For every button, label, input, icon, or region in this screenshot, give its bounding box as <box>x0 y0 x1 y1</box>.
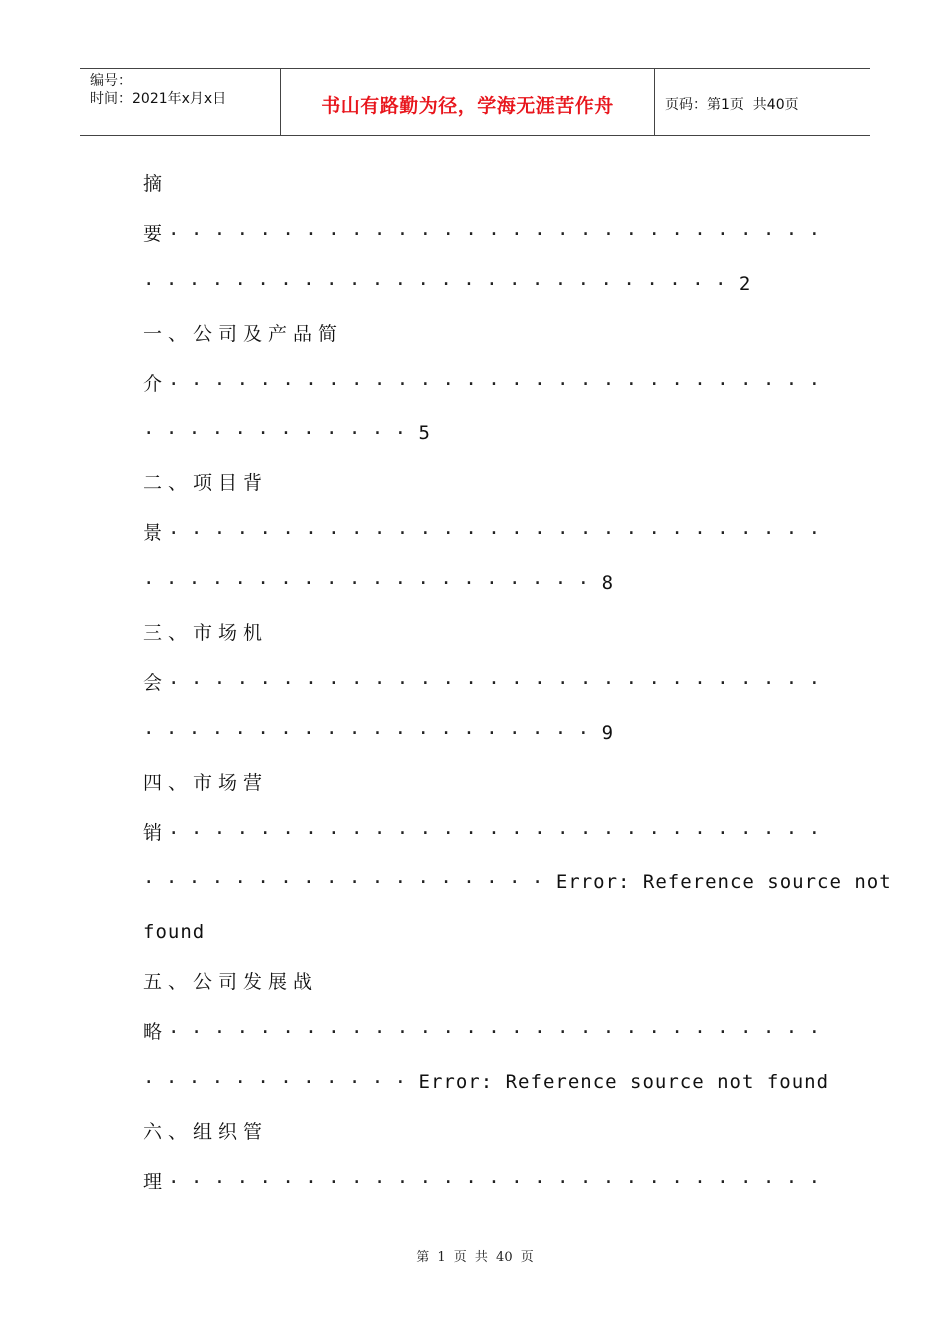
toc-page-number: Error: Reference source not found <box>406 1071 830 1094</box>
toc-page-number: found <box>143 921 206 944</box>
toc-entry-title: 介 <box>143 372 169 395</box>
toc-page-number: 9 <box>589 721 615 744</box>
toc-page-number: 8 <box>589 572 615 595</box>
toc-page-number: 5 <box>406 422 431 445</box>
toc-line[interactable] <box>143 459 803 509</box>
table-of-contents <box>143 160 892 1208</box>
toc-line[interactable] <box>143 908 803 958</box>
toc-line[interactable] <box>143 1008 821 1058</box>
toc-leader-dots: · · · · · · · · · · · · · · · · · · · · · · · · · · · · · <box>168 222 821 245</box>
toc-entry-title: 六、组织管 <box>143 1120 269 1143</box>
toc-leader-dots: · · · · · · · · · · · · · · · · · · · · <box>143 721 590 744</box>
toc-line[interactable] <box>143 160 803 210</box>
toc-line[interactable] <box>143 958 803 1008</box>
toc-line[interactable] <box>143 559 803 609</box>
header-page-info: 页码：第1页 共40页 <box>665 97 799 113</box>
toc-line[interactable] <box>143 709 803 759</box>
toc-leader-dots: · · · · · · · · · · · · · · · · · · · · · · · · · · · · · <box>168 372 821 395</box>
document-header <box>80 68 870 136</box>
toc-line[interactable] <box>143 210 821 260</box>
toc-line[interactable] <box>143 360 821 410</box>
toc-entry-title: 四、市场营 <box>143 771 269 794</box>
toc-entry-title: 会 <box>143 671 169 694</box>
toc-leader-dots: · · · · · · · · · · · · <box>143 1071 407 1094</box>
toc-leader-dots: · · · · · · · · · · · · · · · · · · · · · · · · · · · · · <box>168 821 821 844</box>
toc-entry-title: 理 <box>143 1170 169 1193</box>
toc-page-number: Error: Reference source not <box>543 871 892 894</box>
toc-entry-title: 摘 <box>143 173 169 195</box>
toc-leader-dots: · · · · · · · · · · · · · · · · · · <box>143 871 544 894</box>
toc-entry-title: 景 <box>143 522 169 545</box>
toc-line[interactable] <box>143 809 821 859</box>
toc-entry-title: 一、公司及产品简 <box>143 322 344 345</box>
toc-leader-dots: · · · · · · · · · · · · · · · · · · · · <box>143 572 590 595</box>
toc-line[interactable] <box>143 260 803 310</box>
document-time-label: 时间：2021年x月x日 <box>90 91 227 107</box>
toc-line[interactable] <box>143 1108 803 1158</box>
header-motto: 书山有路勤为径，学海无涯苦作舟 <box>321 94 614 117</box>
toc-leader-dots: · · · · · · · · · · · · · · · · · · · · · · · · · · · · · <box>168 1021 821 1044</box>
toc-line[interactable] <box>143 609 803 659</box>
document-number-label: 编号： <box>90 73 132 89</box>
toc-entry-title: 五、公司发展战 <box>143 971 319 994</box>
header-page-cell <box>655 69 870 135</box>
toc-line[interactable] <box>143 1158 821 1208</box>
toc-entry-title: 要 <box>143 222 169 245</box>
page-footer: 第 1 页 共 40 页 <box>416 1250 534 1265</box>
toc-leader-dots: · · · · · · · · · · · · · · · · · · · · · · · · · · · · · <box>168 671 821 694</box>
header-meta-cell <box>80 69 281 135</box>
toc-line[interactable] <box>143 659 821 709</box>
toc-entry-title: 略 <box>143 1021 169 1044</box>
toc-line[interactable] <box>143 759 803 809</box>
toc-leader-dots: · · · · · · · · · · · · · · · · · · · · · · · · · · · · · <box>168 522 821 545</box>
toc-leader-dots: · · · · · · · · · · · · · · · · · · · · · · · · · · <box>143 272 727 295</box>
toc-line[interactable] <box>143 858 892 908</box>
toc-leader-dots: · · · · · · · · · · · · <box>143 422 407 445</box>
header-motto-cell <box>281 69 655 135</box>
toc-entry-title: 三、市场机 <box>143 622 269 645</box>
toc-line[interactable] <box>143 509 821 559</box>
toc-entry-title: 销 <box>143 821 169 844</box>
toc-entry-title: 二、项目背 <box>143 472 269 495</box>
toc-line[interactable] <box>143 1058 830 1108</box>
toc-line[interactable] <box>143 409 803 459</box>
toc-line[interactable] <box>143 310 803 360</box>
toc-page-number: 2 <box>726 272 752 295</box>
toc-leader-dots: · · · · · · · · · · · · · · · · · · · · · · · · · · · · · <box>168 1170 821 1193</box>
